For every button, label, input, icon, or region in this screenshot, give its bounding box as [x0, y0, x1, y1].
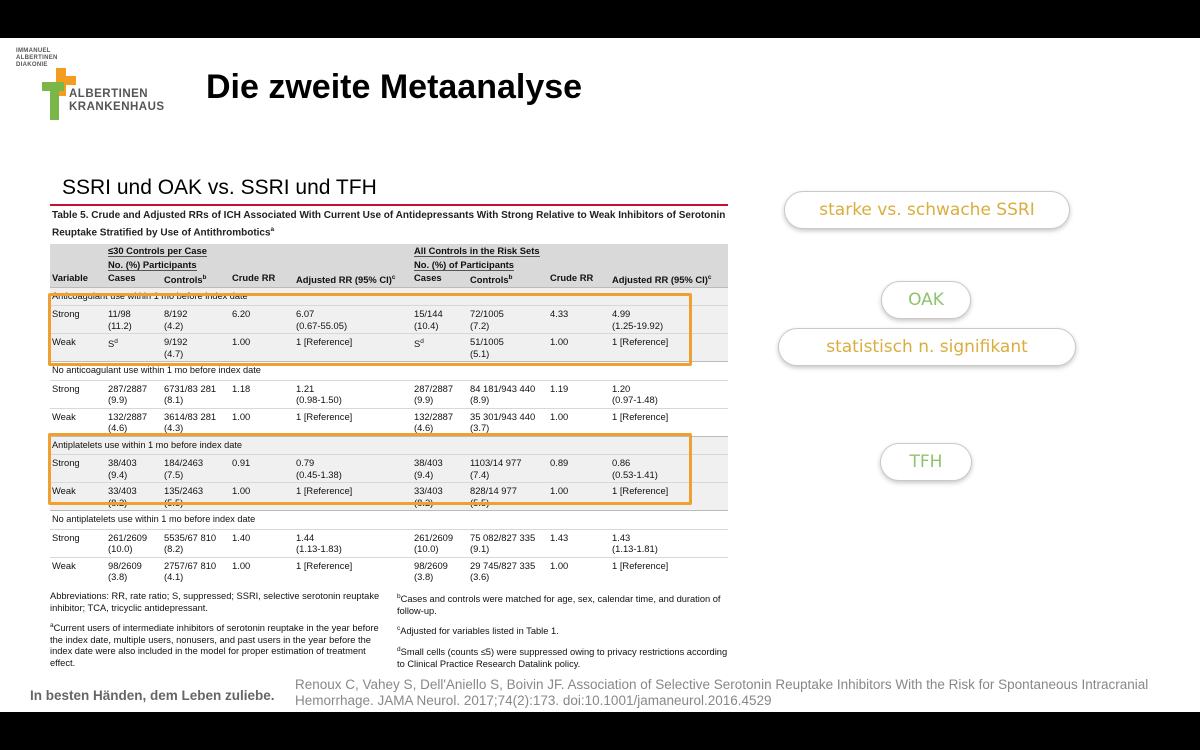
- col-cases: Cases: [414, 272, 442, 284]
- table-row: [50, 380, 728, 408]
- cell-cases-value: 38/403: [108, 457, 137, 469]
- cell-adjusted-rr-value: 1 [Reference]: [296, 485, 353, 497]
- cell-adjusted-rr: [610, 529, 728, 557]
- cell-adjusted-rr-value: 1.20: [612, 382, 631, 394]
- highlight-antiplatelets: [48, 433, 692, 505]
- cell-cases-detail: (8.2): [414, 496, 434, 508]
- cell-controls-detail: (8.2): [164, 543, 184, 555]
- cell-adjusted-rr-detail: (0.98-1.50): [296, 394, 342, 406]
- group-label: Anticoagulant use within 1 mo before index date: [50, 287, 728, 306]
- cell-crude-rr-value: 1.00: [550, 410, 569, 422]
- cell-controls-value: 72/1005: [470, 308, 504, 320]
- cell-crude-rr-value: 4.33: [550, 308, 569, 320]
- group-label: No antiplatelets use within 1 mo before index date: [50, 511, 728, 530]
- cell-controls: [162, 380, 230, 408]
- cell-adjusted-rr-detail: (1.25-19.92): [612, 319, 664, 331]
- col-crude-rr: Crude RR: [550, 272, 594, 284]
- cell-controls: [162, 529, 230, 557]
- col-controls: [468, 271, 548, 287]
- cell-controls-detail: (4.7): [164, 347, 184, 359]
- footnote-mark: c: [707, 274, 712, 282]
- footnote-text: Adjusted for variables listed in Table 1.: [400, 626, 559, 637]
- cell-crude-rr-value: 1.00: [232, 559, 251, 571]
- cell-adjusted-rr-detail: (1.13-1.81): [612, 543, 658, 555]
- cell-adjusted-rr-value: 6.07: [296, 308, 315, 320]
- cell-controls-detail: (3.6): [470, 571, 490, 583]
- cell-controls-value: 2757/67 810: [164, 559, 217, 571]
- header-spacer: [230, 258, 412, 272]
- header-sub-2: [412, 258, 548, 272]
- cell-controls-value: 3614/83 281: [164, 410, 217, 422]
- cell-cases-detail: (4.6): [414, 422, 434, 434]
- cell-crude-rr-value: 1.00: [232, 336, 251, 348]
- cell-controls-detail: (8.1): [164, 394, 184, 406]
- logo-line: IMMANUEL: [16, 48, 51, 54]
- pill-tfh: TFH: [880, 443, 972, 481]
- cell-controls-detail: (3.7): [470, 422, 490, 434]
- cell-variable-value: Strong: [52, 308, 80, 320]
- cell-adjusted-rr-detail: (1.13-1.83): [296, 543, 342, 555]
- cell-adjusted-rr: [610, 380, 728, 408]
- cell-variable-value: Weak: [52, 336, 76, 348]
- slide: [0, 38, 1200, 712]
- cell-adjusted-rr-detail: (0.67-55.05): [296, 319, 348, 331]
- cell-crude-rr-value: 1.00: [550, 559, 569, 571]
- footnote-mark: c: [397, 625, 401, 633]
- footnote-text: Abbreviations: RR, rate ratio; S, suppressed; SSRI, selective serotonin reuptake inhibitor; TCA, tricyclic antidepressant.: [50, 590, 380, 613]
- cell-cases-detail: (9.9): [414, 394, 434, 406]
- cell-variable: [50, 380, 106, 408]
- cell-adjusted-rr-detail: (0.53-1.41): [612, 468, 658, 480]
- footnote: [397, 644, 728, 670]
- citation: Renoux C, Vahey S, Dell'Aniello S, Boivin JF. Association of Selective Serotonin Reuptake Inhibitors With the Risk for Spontaneous Intracranial Hemorrhage. JAMA Neurol. 2017;74(2):173. doi:10.1001/jamaneurol.2016.4529: [295, 677, 1149, 708]
- cell-cases-value: 33/403: [414, 485, 443, 497]
- cell-variable-value: Weak: [52, 410, 76, 422]
- header-group-1: [106, 244, 412, 258]
- header-sub-2-text: No. (%) of Participants: [414, 258, 515, 270]
- footnote-mark: c: [391, 274, 396, 282]
- cell-adjusted-rr-value: 1 [Reference]: [612, 559, 669, 571]
- cell-controls-detail: (5.5): [164, 496, 184, 508]
- pill-not-significant: statistisch n. signifikant: [778, 328, 1076, 366]
- cell-crude-rr-value: 1.00: [232, 485, 251, 497]
- footnote-text: Current users of intermediate inhibitors of serotonin reuptake in the year before the index date, multiple users, nonusers, and past users in the year before the index date were also included in the model for proper estimation of treatment effect.: [50, 623, 379, 669]
- cell-cases: [106, 529, 162, 557]
- cell-cases: [412, 529, 468, 557]
- group-label: No anticoagulant use within 1 mo before index date: [50, 362, 728, 381]
- slide-subtitle: SSRI und OAK vs. SSRI und TFH: [62, 176, 377, 199]
- footnote-mark: a: [50, 622, 54, 630]
- footnote: [50, 591, 381, 614]
- header-group-2-text: All Controls in the Risk Sets: [414, 245, 540, 257]
- cell-adjusted-rr-value: 0.86: [612, 457, 631, 469]
- footer-slogan: In besten Händen, dem Leben zuliebe.: [30, 688, 275, 703]
- cell-adjusted-rr: [294, 557, 412, 585]
- group-label: Antiplatelets use within 1 mo before index date: [50, 436, 728, 455]
- col-cases: Cases: [108, 272, 136, 284]
- cell-cases-detail: (3.8): [414, 571, 434, 583]
- footnote: [397, 623, 728, 638]
- footnote-mark: d: [420, 338, 424, 346]
- col-adjusted-rr: [610, 271, 728, 287]
- footnote: [50, 620, 381, 669]
- header-group-1-text: ≤30 Controls per Case: [108, 245, 207, 257]
- cell-crude-rr: [548, 557, 610, 585]
- cell-controls: [468, 529, 548, 557]
- cell-controls-value: 184/2463: [164, 457, 204, 469]
- cell-adjusted-rr-value: 1 [Reference]: [612, 410, 669, 422]
- cell-cases-value: 98/2609: [414, 559, 448, 571]
- cell-controls-detail: (5.1): [470, 347, 490, 359]
- cell-cases-value: 261/2609: [414, 531, 454, 543]
- logo-name-line: ALBERTINEN: [69, 88, 149, 100]
- cell-controls-detail: (8.9): [470, 394, 490, 406]
- cell-variable-value: Strong: [52, 531, 80, 543]
- cell-variable: [50, 557, 106, 585]
- table-row: [50, 557, 728, 585]
- table-row: [50, 529, 728, 557]
- cell-cases-detail: (10.4): [414, 319, 439, 331]
- cell-crude-rr-value: 6.20: [232, 308, 251, 320]
- table-header: [50, 244, 728, 287]
- pill-oak: OAK: [881, 281, 971, 319]
- cell-crude-rr: [230, 557, 294, 585]
- header-spacer: [50, 244, 106, 258]
- cell-crude-rr: [230, 380, 294, 408]
- cell-cases-detail: (9.9): [108, 394, 128, 406]
- cell-controls-value: 29 745/827 335: [470, 559, 536, 571]
- cell-controls-detail: (4.3): [164, 422, 184, 434]
- col-controls-text: Controls: [164, 274, 203, 286]
- cell-crude-rr-value: 1.43: [550, 531, 569, 543]
- footnotes-right: [397, 591, 728, 676]
- cell-cases-value: 287/2887: [108, 382, 148, 394]
- cell-adjusted-rr-value: 0.79: [296, 457, 315, 469]
- cell-cases-detail: (3.8): [108, 571, 128, 583]
- cell-cases-detail: (9.4): [414, 468, 434, 480]
- cell-adjusted-rr-value: 1 [Reference]: [612, 336, 669, 348]
- cell-variable-value: Weak: [52, 485, 76, 497]
- cell-controls-value: 8/192: [164, 308, 188, 320]
- cell-cases-value: 38/403: [414, 457, 443, 469]
- logo-line: ALBERTINEN: [16, 55, 58, 61]
- cell-cases-value: 261/2609: [108, 531, 148, 543]
- footnote-text: Cases and controls were matched for age, sex, calendar time, and duration of follow-up.: [397, 594, 721, 616]
- group-row: [50, 511, 728, 530]
- cell-cases-detail: (10.0): [414, 543, 439, 555]
- header-group-2: [412, 244, 728, 258]
- cell-controls-value: 135/2463: [164, 485, 204, 497]
- cell-controls-detail: (7.4): [470, 468, 490, 480]
- cell-controls: [468, 380, 548, 408]
- cell-controls-value: 1103/14 977: [470, 457, 522, 469]
- cell-adjusted-rr-detail: (0.45-1.38): [296, 468, 342, 480]
- footnotes-left: [50, 591, 381, 676]
- cell-crude-rr-value: 1.18: [232, 382, 251, 394]
- footnote: [397, 591, 728, 617]
- cell-crude-rr: [548, 380, 610, 408]
- cell-crude-rr-value: 1.19: [550, 382, 569, 394]
- cell-variable-value: Strong: [52, 457, 80, 469]
- cell-adjusted-rr-detail: (0.97-1.48): [612, 394, 658, 406]
- footnote-mark: d: [114, 338, 118, 346]
- cell-crude-rr: [548, 529, 610, 557]
- cell-controls-detail: (7.5): [164, 468, 184, 480]
- col-controls-text: Controls: [470, 274, 509, 286]
- footnote-mark: b: [202, 274, 207, 282]
- cell-controls: [162, 557, 230, 585]
- cell-crude-rr-value: 0.89: [550, 457, 569, 469]
- cell-cases-value: 287/2887: [414, 382, 454, 394]
- cell-cases-value: S: [414, 338, 421, 350]
- cell-cases-value: S: [108, 338, 115, 350]
- table-footnotes: [50, 591, 728, 676]
- cell-crude-rr-value: 1.40: [232, 531, 251, 543]
- col-adjusted-text: Adjusted RR (95% CI): [296, 274, 392, 286]
- col-adjusted-rr: [294, 271, 412, 287]
- cell-variable: [50, 529, 106, 557]
- table-caption-text: Table 5. Crude and Adjusted RRs of ICH Associated With Current Use of Antidepressants With Strong Relative to Weak Inhibitors of Serotonin Reuptake Stratified by Use of Antithrombotics: [52, 210, 726, 239]
- cell-controls-value: 5535/67 810: [164, 531, 217, 543]
- hospital-logo: [16, 48, 166, 118]
- cell-adjusted-rr: [294, 529, 412, 557]
- footnote-mark: d: [397, 645, 401, 653]
- cell-cases: [412, 557, 468, 585]
- cell-crude-rr: [230, 529, 294, 557]
- cell-controls-detail: (5.5): [470, 496, 490, 508]
- cell-crude-rr-value: 1.00: [550, 485, 569, 497]
- cell-cases-value: 15/144: [414, 308, 443, 320]
- col-variable: Variable: [52, 272, 88, 284]
- cell-cases: [106, 380, 162, 408]
- cell-adjusted-rr-value: 1 [Reference]: [612, 485, 669, 497]
- cell-cases-value: 98/2609: [108, 559, 142, 571]
- cell-controls-value: 9/192: [164, 336, 188, 348]
- col-crude-rr: Crude RR: [232, 272, 276, 284]
- caption-footnote-mark: a: [270, 226, 275, 233]
- cell-controls-value: 84 181/943 440: [470, 382, 536, 394]
- cell-controls-value: 828/14 977: [470, 485, 517, 497]
- col-controls: [162, 271, 230, 287]
- cell-controls-detail: (9.1): [470, 543, 490, 555]
- cell-adjusted-rr-value: 4.99: [612, 308, 631, 320]
- logo-line: DIAKONIE: [16, 62, 48, 68]
- cell-crude-rr-value: 1.00: [550, 336, 569, 348]
- header-sub-1-text: No. (%) Participants: [108, 258, 197, 270]
- cell-controls-value: 35 301/943 440: [470, 410, 536, 422]
- cell-crude-rr-value: 0.91: [232, 457, 251, 469]
- cell-cases-value: 132/2887: [108, 410, 148, 422]
- cell-crude-rr-value: 1.00: [232, 410, 251, 422]
- cell-controls-value: 51/1005: [470, 336, 504, 348]
- cell-adjusted-rr-value: 1 [Reference]: [296, 336, 353, 348]
- cell-cases-detail: (8.2): [108, 496, 128, 508]
- cell-controls-detail: (4.1): [164, 571, 184, 583]
- logo-organization: [16, 48, 58, 69]
- footnote-mark: b: [508, 274, 513, 282]
- logo-name: [69, 88, 165, 114]
- cell-adjusted-rr: [294, 380, 412, 408]
- cell-cases-value: 33/403: [108, 485, 137, 497]
- cell-cases-detail: (4.6): [108, 422, 128, 434]
- table-caption: [50, 206, 728, 244]
- cell-controls-value: 75 082/827 335: [470, 531, 536, 543]
- cell-adjusted-rr-value: 1 [Reference]: [296, 410, 353, 422]
- header-spacer: [548, 258, 728, 272]
- cell-controls-detail: (4.2): [164, 319, 184, 331]
- cell-controls-detail: (7.2): [470, 319, 490, 331]
- cell-variable-value: Strong: [52, 382, 80, 394]
- footnote-mark: b: [397, 592, 401, 600]
- cell-cases-detail: (10.0): [108, 543, 133, 555]
- footnote-text: Small cells (counts ≤5) were suppressed owing to privacy restrictions according to Clinical Practice Research Datalink policy.: [397, 647, 728, 669]
- cell-cases-detail: (11.2): [108, 319, 132, 331]
- header-sub-1: [106, 258, 230, 272]
- col-adjusted-text: Adjusted RR (95% CI): [612, 274, 708, 286]
- cell-cases-value: 11/98: [108, 308, 131, 320]
- header-spacer: [50, 258, 106, 272]
- slide-title: Die zweite Metaanalyse: [206, 68, 583, 106]
- cell-adjusted-rr: [610, 557, 728, 585]
- cell-adjusted-rr-value: 1.43: [612, 531, 631, 543]
- cell-controls: [468, 557, 548, 585]
- cell-variable-value: Weak: [52, 559, 76, 571]
- cell-adjusted-rr-value: 1.44: [296, 531, 315, 543]
- highlight-anticoagulant: [48, 293, 692, 366]
- cell-cases-detail: (9.4): [108, 468, 128, 480]
- cell-adjusted-rr-value: 1 [Reference]: [296, 559, 353, 571]
- cell-cases-value: 132/2887: [414, 410, 454, 422]
- cell-adjusted-rr-value: 1.21: [296, 382, 315, 394]
- logo-name-line: KRANKENHAUS: [69, 101, 165, 113]
- pill-strong-vs-weak-ssri: starke vs. schwache SSRI: [784, 191, 1070, 229]
- cell-cases: [106, 557, 162, 585]
- cell-controls-value: 6731/83 281: [164, 382, 217, 394]
- cell-cases: [412, 380, 468, 408]
